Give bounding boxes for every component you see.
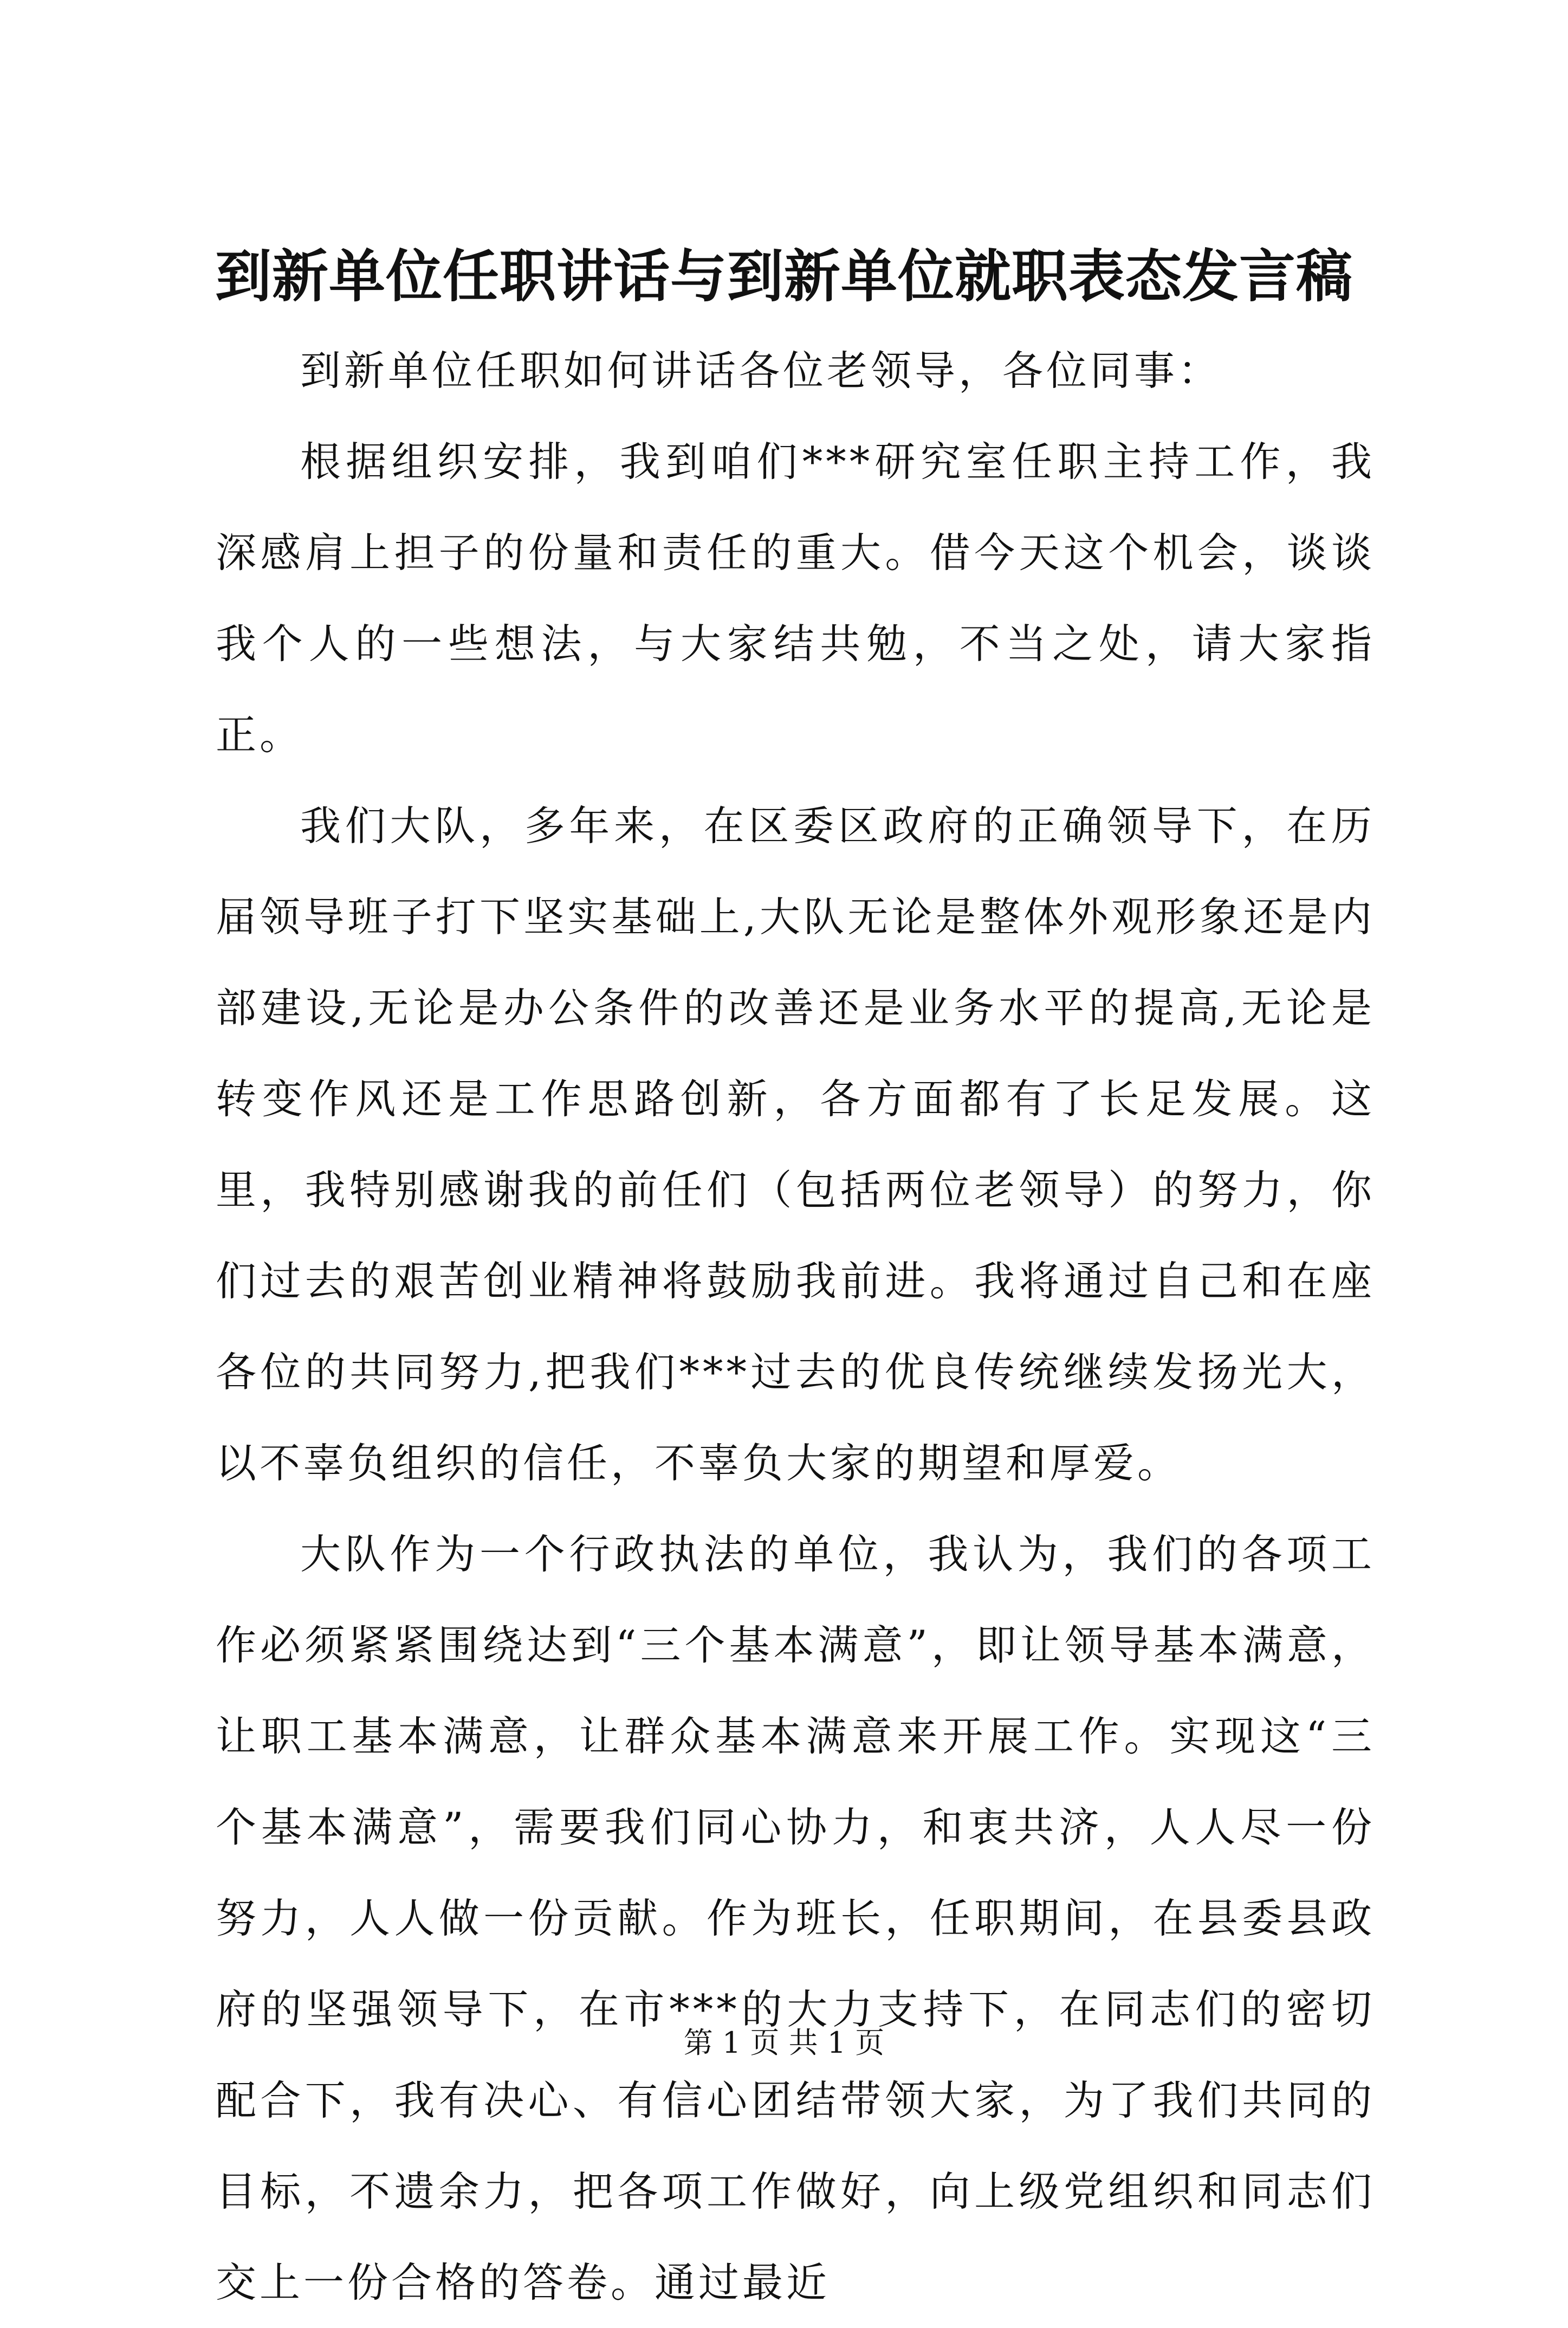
page-footer: 第 1 页 共 1 页	[683, 2026, 885, 2060]
body-paragraph: 根据组织安排，我到咱们***研究室任职主持工作，我深感肩上担子的份量和责任的重大。借今天这个机会，谈谈我个人的一些想法，与大家结共勉，不当之处，请大家指正。	[216, 438, 1375, 759]
body-paragraph: 我们大队，多年来，在区委区政府的正确领导下，在历届领导班子打下坚实基础上,大队无论是整体外观形象还是内部建设,无论是办公条件的改善还是业务水平的提高,无论是转变作风还是工作思路创新，各方面都有了长足发展。这里，我特别感谢我的前任们（包括两位老领导）的努力，你们过去的艰苦创业精神将鼓励我前进。我将通过自己和在座各位的共同努力,把我们***过去的优良传统继续发扬光大，以不辜负组织的信任，不辜负大家的期望和厚爱。	[216, 802, 1375, 1487]
salutation-paragraph: 到新单位任职如何讲话各位老领导，各位同事：	[300, 347, 1222, 395]
body-paragraph: 大队作为一个行政执法的单位，我认为，我们的各项工作必须紧紧围绕达到“三个基本满意”，即让领导基本满意，让职工基本满意，让群众基本满意来开展工作。实现这“三个基本满意”，需要我们同心协力，和衷共济，人人尽一份努力，人人做一份贡献。作为班长，任职期间，在县委县政府的坚强领导下，在市***的大力支持下，在同志们的密切配合下，我有决心、有信心团结带领大家，为了我们共同的目标，不遗余力，把各项工作做好，向上级党组织和同志们交上一份合格的答卷。通过最近	[216, 1530, 1375, 2306]
document-title: 到新单位任职讲话与到新单位就职表态发言稿	[215, 243, 1353, 309]
